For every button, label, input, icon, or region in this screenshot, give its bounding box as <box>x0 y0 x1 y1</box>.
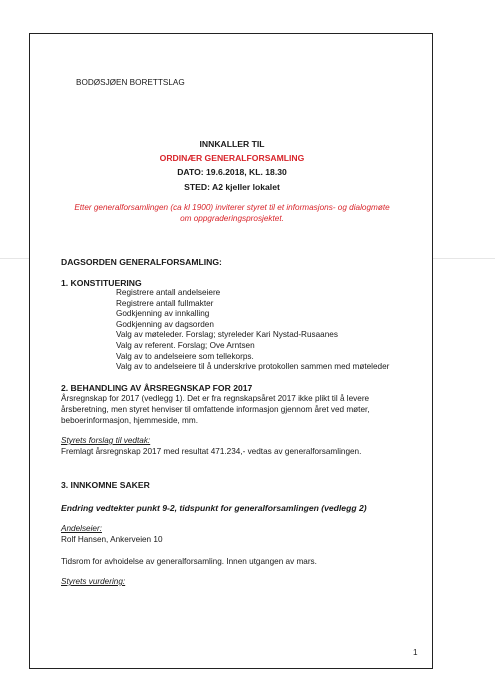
list-item: Godkjenning av dagsorden <box>116 319 214 329</box>
list-item: Registrere antall fullmakter <box>116 298 214 308</box>
section-3-subtitle: Endring vedtekter punkt 9-2, tidspunkt for generalforsamlingen (vedlegg 2) <box>61 503 367 513</box>
document-page <box>29 33 433 669</box>
heading-line-1: INNKALLER TIL <box>199 139 265 149</box>
list-item: Registrere antall andelseiere <box>116 288 221 297</box>
section-1-title: 1. KONSTITUERING <box>61 278 142 288</box>
heading-line-2: ORDINÆR GENERALFORSAMLING <box>159 153 305 163</box>
section-3-proposer: Rolf Hansen, Ankerveien 10 <box>61 535 163 544</box>
section-2-body-line-2: årsberetning, men styret henviser til omfattende informasjon gjennom året ved møter, <box>61 405 370 414</box>
agenda-title: DAGSORDEN GENERALFORSAMLING: <box>61 257 222 267</box>
invitation-line-2: om oppgraderingsprosjektet. <box>180 214 284 223</box>
section-2-body-line-3: beboerinformasjon, hjemmeside, mm. <box>61 416 198 425</box>
section-2-proposal-label: Styrets forslag til vedtak: <box>61 436 151 445</box>
section-3-text: Tidsrom for avhoidelse av generalforsamling. Innen utgangen av mars. <box>61 557 317 566</box>
section-1-items <box>116 288 389 373</box>
list-item: Valg av møteleder. Forslag; styreleder Kari Nystad-Rusaanes <box>116 330 338 340</box>
organization-name: BODØSJØEN BORETTSLAG <box>76 78 185 87</box>
heading-date: DATO: 19.6.2018, KL. 18.30 <box>177 167 287 177</box>
list-item: Godkjenning av innkalling <box>116 309 210 319</box>
page-number: 1 <box>413 648 418 657</box>
list-item: Valg av to andelseiere til å underskrive protokollen sammen med møteleder <box>116 362 390 372</box>
section-2-proposal-text: Fremlagt årsregnskap 2017 med resultat 471.234,- vedtas av generalforsamlingen. <box>61 447 362 456</box>
heading-location: STED: A2 kjeller lokalet <box>184 182 280 192</box>
section-3-title: 3. INNKOMNE SAKER <box>61 480 150 490</box>
section-2-body-line-1: Årsregnskap for 2017 (vedlegg 1). Det er fra regnskapsåret 2017 ikke plikt til å levere <box>61 394 370 403</box>
section-3-assessment-label: Styrets vurdering: <box>61 577 126 586</box>
section-3-proposer-label: Andelseier: <box>61 524 102 533</box>
invitation-line-1: Etter generalforsamlingen (ca kl 1900) inviterer styret til et informasjons- og dialogmøte <box>74 203 390 212</box>
list-item: Valg av to andelseiere som tellekorps. <box>116 351 254 361</box>
list-item: Valg av referent. Forslag; Ove Arntsen <box>116 340 255 350</box>
section-2-title: 2. BEHANDLING AV ÅRSREGNSKAP FOR 2017 <box>61 383 253 393</box>
